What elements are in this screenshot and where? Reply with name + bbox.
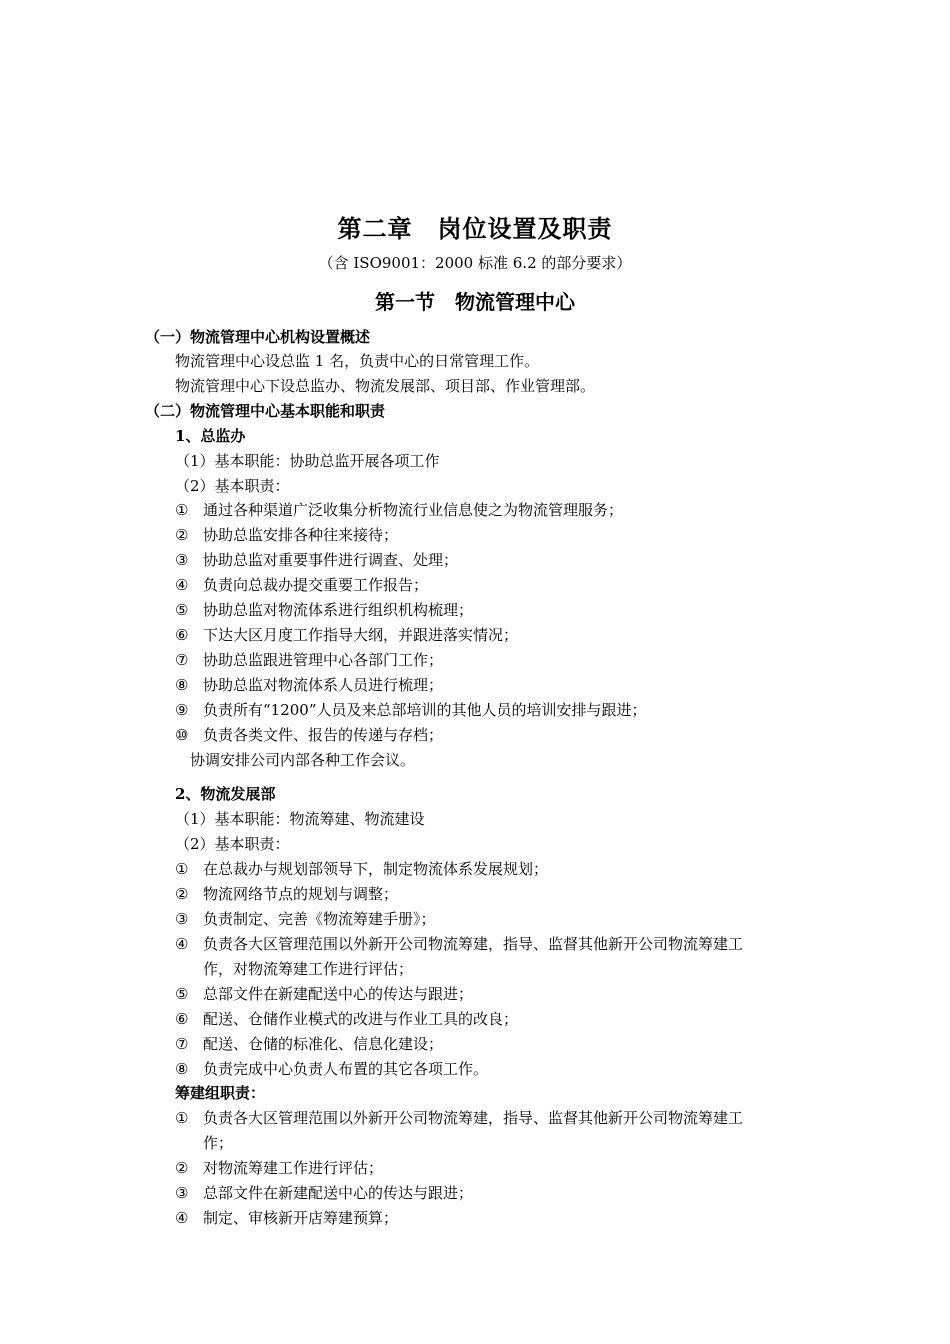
list-item: ④ 制定、审核新开店筹建预算；: [175, 1209, 399, 1227]
chapter-title: 第二章 岗位设置及职责: [337, 214, 613, 243]
dept2-title: 2、物流发展部: [175, 785, 276, 803]
list-item: ⑧ 协助总监对物流体系人员进行梳理；: [175, 676, 444, 694]
list-item: ⑥ 配送、仓储作业模式的改进与作业工具的改良；: [175, 1010, 519, 1028]
part2-heading: （二）物流管理中心基本职能和职责: [145, 402, 386, 420]
section-title: 第一节 物流管理中心: [375, 290, 575, 314]
list-item: ② 物流网络节点的规划与调整；: [175, 885, 399, 903]
dept1-duties-label: （2）基本职责：: [175, 477, 290, 495]
list-item: ⑤ 协助总监对物流体系进行组织机构梳理；: [175, 601, 474, 619]
paragraph: 协调安排公司内部各种工作会议。: [190, 751, 416, 769]
list-item: ④ 负责各大区管理范围以外新开公司物流筹建，指导、监督其他新开公司物流筹建工: [175, 935, 744, 953]
chapter-note: （含 ISO9001：2000 标准 6.2 的部分要求）: [318, 254, 632, 272]
list-item: ③ 协助总监对重要事件进行调查、处理；: [175, 551, 459, 569]
list-item: ① 在总裁办与规划部领导下，制定物流体系发展规划；: [175, 860, 549, 878]
dept2-function: （1）基本职能：物流筹建、物流建设: [175, 810, 425, 828]
list-item: ② 对物流筹建工作进行评估；: [175, 1159, 384, 1177]
list-item: ⑦ 协助总监跟进管理中心各部门工作；: [175, 651, 444, 669]
list-item: ④ 负责向总裁办提交重要工作报告；: [175, 576, 429, 594]
list-item: ⑦ 配送、仓储的标准化、信息化建设；: [175, 1035, 444, 1053]
list-item: ② 协助总监安排各种往来接待；: [175, 526, 399, 544]
list-item-continuation: 作；: [203, 1134, 234, 1152]
list-item: ⑩ 负责各类文件、报告的传递与存档；: [175, 726, 444, 744]
list-item: ⑧ 负责完成中心负责人布置的其它各项工作。: [175, 1060, 489, 1078]
list-item: ① 通过各种渠道广泛收集分析物流行业信息使之为物流管理服务；: [175, 501, 624, 519]
part1-heading: （一）物流管理中心机构设置概述: [145, 328, 371, 346]
dept1-function: （1）基本职能：协助总监开展各项工作: [175, 452, 440, 470]
list-item: ③ 总部文件在新建配送中心的传达与跟进；: [175, 1184, 474, 1202]
list-item: ⑨ 负责所有“1200”人员及来总部培训的其他人员的培训安排与跟进；: [175, 701, 647, 719]
dept1-title: 1、总监办: [175, 427, 246, 445]
dept2-duties-label: （2）基本职责：: [175, 835, 290, 853]
paragraph: 物流管理中心设总监 1 名，负责中心的日常管理工作。: [175, 352, 540, 370]
list-item: ⑥ 下达大区月度工作指导大纲，并跟进落实情况；: [175, 626, 519, 644]
list-item-continuation: 作，对物流筹建工作进行评估；: [203, 960, 414, 978]
group-title: 筹建组职责：: [175, 1084, 266, 1102]
list-item: ③ 负责制定、完善《物流筹建手册》；: [175, 910, 436, 928]
paragraph: 物流管理中心下设总监办、物流发展部、项目部、作业管理部。: [175, 377, 596, 395]
list-item: ① 负责各大区管理范围以外新开公司物流筹建，指导、监督其他新开公司物流筹建工: [175, 1109, 744, 1127]
list-item: ⑤ 总部文件在新建配送中心的传达与跟进；: [175, 985, 474, 1003]
